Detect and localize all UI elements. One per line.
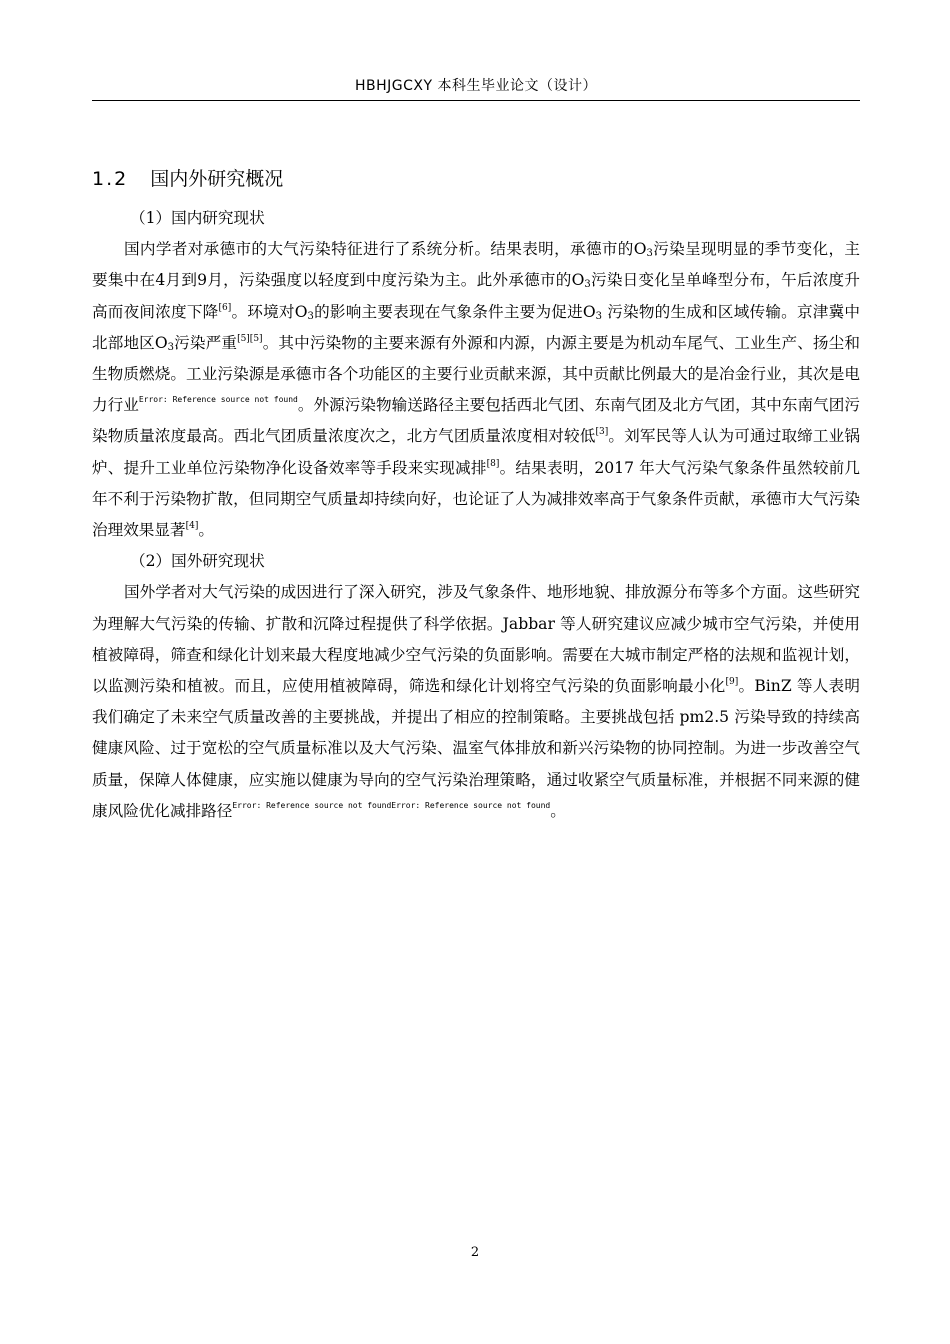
text-run: 的影响主要表现在气象条件主要为促进O (313, 302, 596, 321)
header-rule (92, 100, 860, 101)
subscript: 3 (595, 310, 603, 322)
page-number: 2 (470, 1245, 480, 1260)
citation: [4] (185, 521, 199, 532)
text-run: 国外学者对大气污染的成因进行了深入研究，涉及气象条件、地形地貌、排放源分布等多个方面。这些研究为理解大气污染的传输、扩散和沉降过程提供了科学依据。Jabbar 等人研究建议应减少城市空气污染，并使用植被障碍，筛查和绿化计划来最大程度地减少空气污染的负面影响。需要在大城市制定严格的法规和监视计划，以监测污染和植被。而且，应使用植被障碍，筛选和绿化计划将空气污染的负面影响最小化 (92, 583, 860, 696)
reference-error: Error: Reference source not foundError: Reference source not found (232, 800, 551, 810)
reference-error: Error: Reference source not found (138, 395, 298, 405)
paragraph-foreign (92, 577, 860, 827)
text-run: 。 (550, 801, 566, 820)
subsection-heading-domestic: （1）国内研究现状 (130, 209, 265, 227)
text-run: 。环境对O (231, 302, 308, 321)
text-run: 污染物的生成和区域传输。京津冀中北部地区O (92, 302, 860, 352)
citation: [3] (595, 427, 609, 438)
paragraph-domestic (92, 234, 860, 546)
subsection-heading-foreign: （2）国外研究现状 (130, 552, 265, 571)
citation: [9] (725, 677, 739, 688)
subscript: 3 (646, 248, 653, 260)
subscript: 3 (584, 279, 591, 291)
citation: [6] (218, 302, 232, 313)
text-run: 。其中污染物的主要来源有外源和内源，内源主要是为机动车尾气、工业生产、扬尘和生物质燃烧。工业污染源是承德市各个功能区的主要行业贡献来源，其中贡献比例最大的是冶金行业，其次是电力行业 (92, 333, 860, 415)
text-run: 。外源污染物输送路径主要包括西北气团、东南气团及北方气团，其中东南气团污染物质量浓度最高。西北气团质量浓度次之，北方气团质量浓度相对较低 (92, 396, 860, 446)
text-run: 。BinZ 等人表明我们确定了未来空气质量改善的主要挑战，并提出了相应的控制策略。主要挑战包括 pm2.5 污染导致的持续高健康风险、过于宽松的空气质量标准以及大气污染、温室气体排放和新兴污染物的协同控制。为进一步改善空气质量，保障人体健康，应实施以健康为导向的空气污染治理策略，通过收紧空气质量标准，并根据不同来源的健康风险优化减排路径 (92, 677, 860, 820)
text-run: 国内学者对承德市的大气污染特征进行了系统分析。结果表明，承德市的O (124, 240, 647, 259)
citation: [8] (486, 458, 500, 469)
subscript: 3 (167, 341, 175, 353)
text-run: 污染呈现明显的季节变化，主要集中在4月到9月，污染强度以轻度到中度污染为主。此外承德市的O (92, 240, 860, 290)
text-run: 。刘军民等人认为可通过取缔工业锅炉、提升工业单位污染物净化设备效率等手段来实现减排 (92, 427, 860, 477)
subscript: 3 (307, 310, 314, 322)
document-body (92, 203, 860, 827)
text-run: 。结果表明，2017 年大气污染气象条件虽然较前几年不利于污染物扩散，但同期空气质量却持续向好，也论证了人为减排效率高于气象条件贡献，承德市大气污染治理效果显著 (92, 458, 860, 540)
text-run: 污染日变化呈单峰型分布，午后浓度升高而夜间浓度下降 (92, 271, 860, 321)
citation: [5][5] (237, 333, 263, 344)
section-number: 1.2 (92, 168, 129, 190)
page-header: HBHJGCXY 本科生毕业论文（设计） (354, 78, 597, 94)
section-title: 国内外研究概况 (150, 168, 284, 190)
text-run: 。 (198, 521, 214, 540)
text-run: 污染严重 (174, 333, 238, 352)
section-heading (92, 164, 283, 194)
